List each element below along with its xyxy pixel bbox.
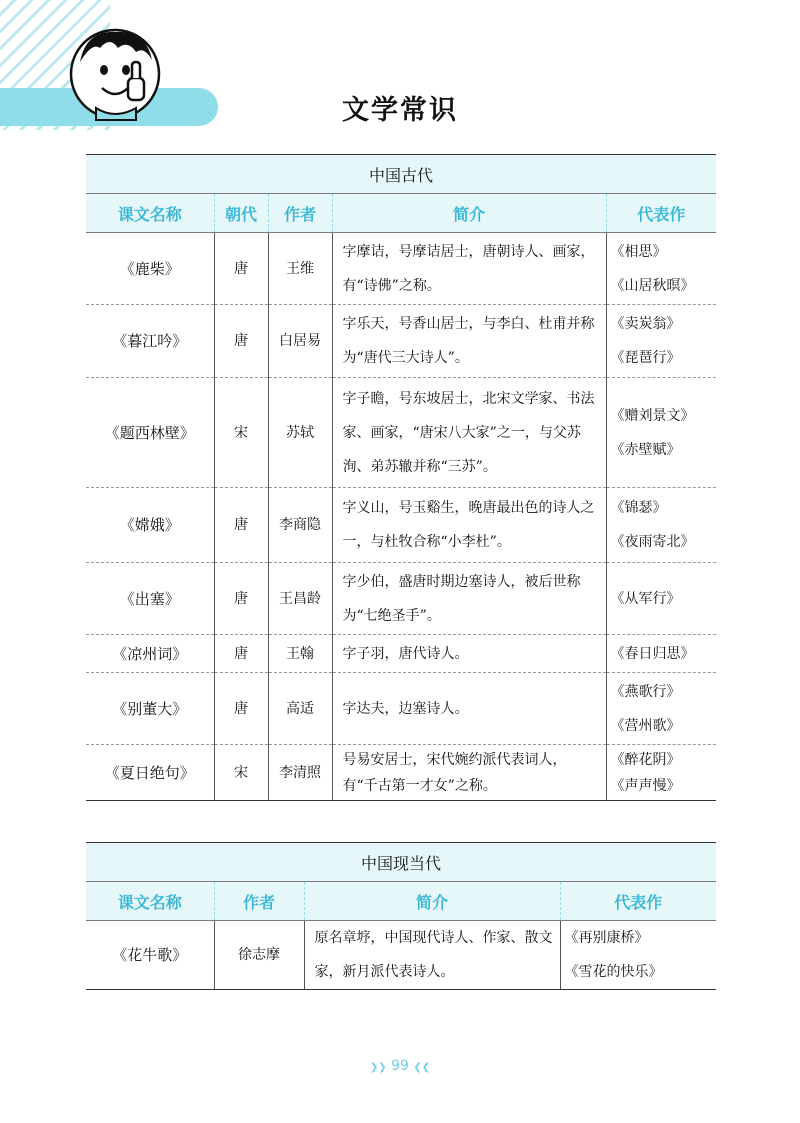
introduction: 字少伯，盛唐时期边塞诗人，被后世称为“七绝圣手”。 <box>332 563 606 635</box>
dynasty: 唐 <box>214 673 268 745</box>
work-item: 《营州歌》 <box>610 717 681 734</box>
lesson-title: 《出塞》 <box>86 563 214 635</box>
lesson-title: 《题西林壁》 <box>86 378 214 488</box>
author: 王翰 <box>268 635 332 673</box>
work-item: 《再别康桥》 <box>564 930 649 946</box>
dynasty: 唐 <box>214 305 268 378</box>
work-item: 《夜雨寄北》 <box>610 534 695 550</box>
representative-works <box>606 635 716 673</box>
table-row <box>86 563 716 635</box>
section-title-modern: 中国现当代 <box>86 843 716 882</box>
work-item: 《卖炭翁》 <box>610 316 681 332</box>
table-row <box>86 673 716 745</box>
column-header-works: 代表作 <box>560 882 716 921</box>
lesson-title: 《凉州词》 <box>86 635 214 673</box>
table-row <box>86 635 716 673</box>
introduction: 字乐天，号香山居士，与李白、杜甫并称为“唐代三大诗人”。 <box>332 305 606 378</box>
page-number-text: 99 <box>391 1058 409 1074</box>
column-header-title: 课文名称 <box>86 882 214 921</box>
lesson-title: 《花牛歌》 <box>86 921 214 990</box>
work-item: 《雪花的快乐》 <box>564 964 663 980</box>
page-arrow-right-icon: ❯❯ <box>369 1062 387 1073</box>
author: 王维 <box>268 233 332 305</box>
lesson-title: 《夏日绝句》 <box>86 745 214 801</box>
page-title: 文学常识 <box>342 95 458 126</box>
work-item: 《燕歌行》 <box>610 683 681 700</box>
introduction: 字子羽，唐代诗人。 <box>332 635 606 673</box>
lesson-title: 《鹿柴》 <box>86 233 214 305</box>
author: 徐志摩 <box>214 921 304 990</box>
column-header-author: 作者 <box>268 194 332 233</box>
representative-works <box>606 673 716 745</box>
representative-works <box>606 233 716 305</box>
author: 李清照 <box>268 745 332 801</box>
work-item: 《相思》 <box>610 243 667 260</box>
column-header-intro: 简介 <box>332 194 606 233</box>
author: 李商隐 <box>268 488 332 563</box>
representative-works <box>606 488 716 563</box>
dynasty: 唐 <box>214 563 268 635</box>
representative-works <box>606 378 716 488</box>
column-header-works: 代表作 <box>606 194 716 233</box>
dynasty: 唐 <box>214 488 268 563</box>
representative-works <box>606 563 716 635</box>
modern-literature-table <box>86 842 716 990</box>
page-arrow-left-icon: ❮❮ <box>413 1062 431 1073</box>
work-item: 《声声慢》 <box>610 777 681 794</box>
lesson-title: 《嫦娥》 <box>86 488 214 563</box>
author: 王昌龄 <box>268 563 332 635</box>
work-item: 《赤壁赋》 <box>610 441 681 458</box>
work-item: 《赠刘景文》 <box>610 407 695 424</box>
representative-works <box>560 921 716 990</box>
introduction: 字义山，号玉谿生，晚唐最出色的诗人之一，与杜牧合称“小李杜”。 <box>332 488 606 563</box>
ancient-literature-table <box>86 154 716 801</box>
introduction: 字摩诘，号摩诘居士，唐朝诗人、画家，有“诗佛”之称。 <box>332 233 606 305</box>
work-item: 《山居秋暝》 <box>610 277 695 294</box>
column-header-author: 作者 <box>214 882 304 921</box>
introduction: 字达夫，边塞诗人。 <box>332 673 606 745</box>
lesson-title: 《暮江吟》 <box>86 305 214 378</box>
section-title-ancient: 中国古代 <box>86 155 716 194</box>
lesson-title: 《别董大》 <box>86 673 214 745</box>
author: 苏轼 <box>268 378 332 488</box>
work-item: 《春日归思》 <box>610 645 695 662</box>
representative-works <box>606 305 716 378</box>
introduction: 字子瞻，号东坡居士，北宋文学家、书法家、画家，“唐宋八大家”之一，与父苏洵、弟苏辙并称“三苏”。 <box>332 378 606 488</box>
representative-works <box>606 745 716 801</box>
introduction: 号易安居士，宋代婉约派代表词人，有“千古第一才女”之称。 <box>332 745 606 801</box>
work-item: 《醉花阴》 <box>610 751 681 768</box>
author: 白居易 <box>268 305 332 378</box>
column-header-title: 课文名称 <box>86 194 214 233</box>
table-row <box>86 488 716 563</box>
page-number <box>0 1058 800 1074</box>
table-row <box>86 745 716 801</box>
work-item: 《锦瑟》 <box>610 500 667 516</box>
table-row <box>86 305 716 378</box>
author: 高适 <box>268 673 332 745</box>
table-row <box>86 921 716 990</box>
dynasty: 唐 <box>214 635 268 673</box>
column-header-intro: 简介 <box>304 882 560 921</box>
work-item: 《琵琶行》 <box>610 350 681 366</box>
dynasty: 唐 <box>214 233 268 305</box>
column-header-dynasty: 朝代 <box>214 194 268 233</box>
dynasty: 宋 <box>214 745 268 801</box>
table-row <box>86 378 716 488</box>
introduction: 原名章垿，中国现代诗人、作家、散文家，新月派代表诗人。 <box>304 921 560 990</box>
dynasty: 宋 <box>214 378 268 488</box>
work-item: 《从军行》 <box>610 590 681 607</box>
table-row <box>86 233 716 305</box>
